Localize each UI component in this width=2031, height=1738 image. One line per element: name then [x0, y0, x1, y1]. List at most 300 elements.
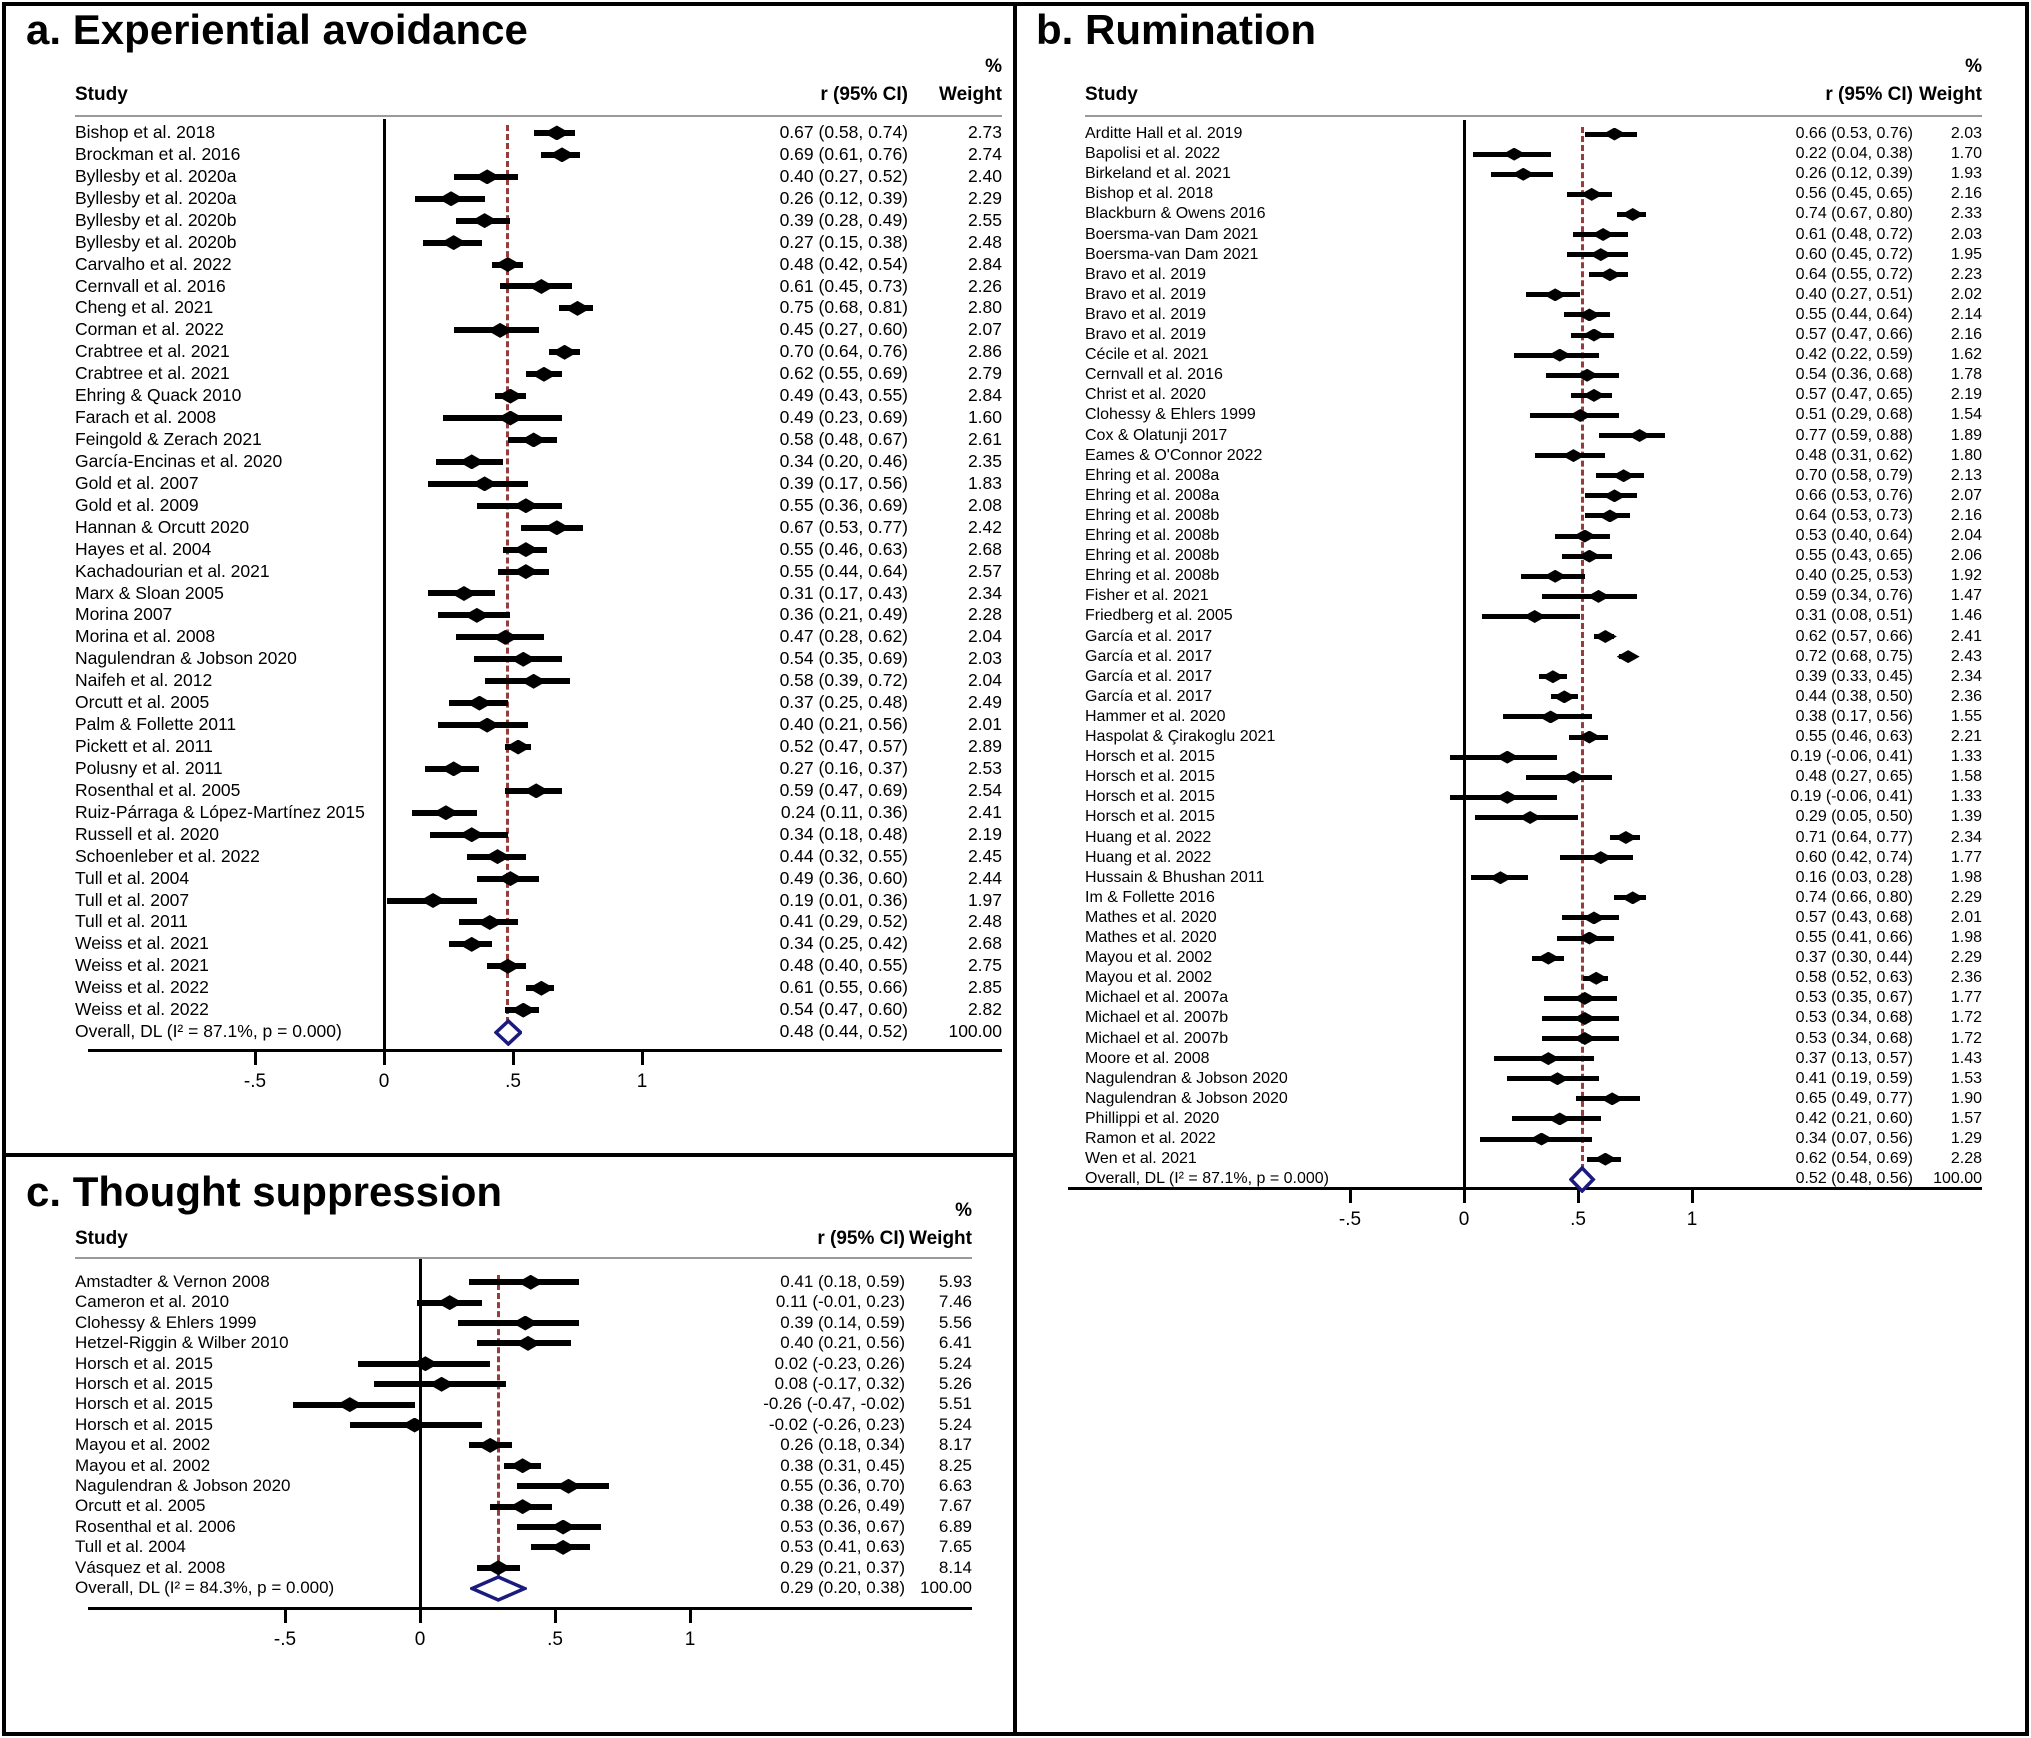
weight-value: 2.28 [967, 604, 1002, 625]
study-label: Hussain & Bhushan 2011 [1085, 868, 1265, 886]
effect-marker [1594, 630, 1617, 643]
study-label: Feingold & Zerach 2021 [75, 429, 262, 450]
panel-a-title: a. Experiential avoidance [26, 6, 528, 53]
effect-marker [472, 213, 498, 228]
study-label: Bravo et al. 2019 [1085, 285, 1206, 303]
effect-marker [556, 1479, 582, 1494]
effect-marker [497, 411, 523, 426]
r-ci-value: 0.55 (0.43, 0.65) [1795, 547, 1913, 565]
study-label: Vásquez et al. 2008 [75, 1557, 226, 1577]
overall-label: Overall, DL (I² = 87.1%, p = 0.000) [75, 1021, 342, 1042]
r-ci-value: 0.75 (0.68, 0.81) [779, 297, 908, 318]
effect-marker [492, 630, 518, 645]
weight-value: 1.43 [1950, 1049, 1982, 1067]
r-ci-value: 0.55 (0.44, 0.64) [1795, 305, 1913, 323]
effect-marker [1496, 791, 1519, 804]
effect-marker [1592, 228, 1615, 241]
study-label: Bishop et al. 2018 [1085, 185, 1214, 203]
weight-value: 2.16 [1950, 506, 1982, 524]
effect-marker [512, 1316, 538, 1331]
effect-marker [549, 147, 575, 162]
study-label: Russell et al. 2020 [75, 823, 219, 844]
study-label: Corman et al. 2022 [75, 319, 224, 340]
axis-tick [554, 1610, 557, 1623]
r-ci-value: 0.40 (0.27, 0.52) [779, 165, 908, 186]
r-ci-value: 0.44 (0.32, 0.55) [779, 845, 908, 866]
effect-marker [1519, 811, 1542, 824]
study-label: Phillippi et al. 2020 [1085, 1109, 1220, 1127]
r-ci-value: 0.02 (-0.23, 0.26) [774, 1353, 905, 1373]
study-label: Hayes et al. 2004 [75, 538, 212, 559]
panel-c-title: c. Thought suppression [26, 1168, 503, 1215]
panel-c-r-ci-header: r (95% CI) [817, 1228, 905, 1249]
study-label: Cernvall et al. 2016 [75, 275, 226, 296]
axis-tick [641, 1052, 644, 1065]
panel-a-weight-header: Weight [939, 84, 1002, 105]
study-label: Mayou et al. 2002 [1085, 949, 1213, 967]
study-label: Blackburn & Owens 2016 [1085, 205, 1266, 223]
weight-value: 2.29 [967, 187, 1002, 208]
weight-value: 2.26 [967, 275, 1002, 296]
weight-value: 2.61 [967, 429, 1002, 450]
effect-marker [1582, 389, 1605, 402]
weight-value: 2.42 [967, 516, 1002, 537]
effect-marker [1582, 911, 1605, 924]
weight-value: 2.86 [967, 341, 1002, 362]
r-ci-value: 0.55 (0.41, 0.66) [1795, 929, 1913, 946]
effect-marker [474, 169, 500, 184]
study-label: Huang et al. 2022 [1085, 848, 1212, 866]
study-label: Orcutt et al. 2005 [75, 692, 210, 713]
study-label: Hannan & Orcutt 2020 [75, 516, 250, 537]
axis-tick-label: -.5 [1338, 1209, 1362, 1230]
study-label: Palm & Follette 2011 [75, 714, 237, 735]
weight-value: 8.17 [938, 1435, 972, 1455]
axis-tick-label: .5 [1570, 1209, 1586, 1230]
study-label: Byllesby et al. 2020a [75, 165, 237, 186]
effect-marker [420, 893, 446, 908]
panel-b-header-rule [1085, 115, 1982, 117]
zero-line [383, 119, 386, 1049]
effect-marker [1585, 972, 1608, 985]
r-ci-value: 0.51 (0.29, 0.68) [1795, 406, 1913, 424]
axis-tick-label: 1 [684, 1629, 696, 1650]
study-label: Crabtree et al. 2021 [75, 363, 230, 384]
r-ci-value: 0.29 (0.05, 0.50) [1795, 808, 1913, 826]
study-label: Wen et al. 2021 [1085, 1150, 1197, 1168]
study-label: Michael et al. 2007b [1085, 1029, 1229, 1047]
r-ci-value: 0.42 (0.22, 0.59) [1795, 346, 1913, 364]
effect-marker [1496, 751, 1519, 764]
r-ci-value: 0.41 (0.19, 0.59) [1795, 1069, 1913, 1087]
r-ci-value: 0.53 (0.34, 0.68) [1795, 1009, 1913, 1027]
r-ci-value: 0.34 (0.20, 0.46) [779, 450, 908, 471]
study-label: Horsch et al. 2015 [1085, 808, 1215, 826]
r-ci-value: 0.45 (0.27, 0.60) [779, 319, 908, 340]
weight-value: 2.54 [967, 779, 1002, 800]
study-label: Horsch et al. 2015 [1085, 788, 1215, 806]
r-ci-value: 0.26 (0.18, 0.34) [780, 1435, 905, 1455]
weight-value: 1.78 [1950, 366, 1982, 384]
effect-marker [1589, 248, 1612, 261]
weight-value: 1.58 [1950, 768, 1982, 786]
study-label: Ehring et al. 2008b [1085, 506, 1220, 524]
effect-marker [1587, 590, 1610, 603]
study-label: Weiss et al. 2022 [75, 999, 209, 1020]
effect-marker [1537, 952, 1560, 965]
r-ci-value: 0.57 (0.43, 0.68) [1795, 908, 1913, 926]
r-ci-value: 0.16 (0.03, 0.28) [1795, 868, 1913, 886]
study-label: Farach et al. 2008 [75, 407, 217, 428]
zero-line [1463, 120, 1466, 1187]
study-label: Hammer et al. 2020 [1085, 707, 1226, 725]
r-ci-value: 0.24 (0.11, 0.36) [780, 801, 908, 822]
effect-marker [513, 498, 539, 513]
weight-value: 2.01 [967, 714, 1002, 735]
study-label: Polusny et al. 2011 [75, 757, 223, 778]
study-label: García et al. 2017 [1085, 647, 1213, 665]
study-label: Mayou et al. 2002 [1085, 969, 1213, 987]
study-label: Mathes et al. 2020 [1085, 908, 1217, 926]
weight-value: 2.04 [967, 626, 1002, 647]
study-label: Michael et al. 2007b [1085, 1009, 1229, 1027]
r-ci-value: 0.55 (0.36, 0.69) [779, 494, 908, 515]
weight-value: 2.75 [967, 955, 1002, 976]
weight-value: 2.06 [1950, 547, 1982, 565]
weight-value: 1.46 [1950, 607, 1982, 625]
r-ci-value: 0.56 (0.45, 0.65) [1795, 185, 1913, 203]
panel-b-title: b. Rumination [1036, 6, 1316, 53]
overall-label: Overall, DL (I² = 84.3%, p = 0.000) [75, 1578, 335, 1597]
axis-tick-label: 0 [414, 1629, 426, 1650]
effect-marker [474, 718, 500, 733]
overall-diamond [470, 1575, 527, 1602]
r-ci-value: 0.58 (0.39, 0.72) [779, 670, 908, 691]
study-label: Bapolisi et al. 2022 [1085, 145, 1221, 163]
axis-tick [383, 1052, 386, 1065]
effect-marker [337, 1397, 363, 1412]
r-ci-value: 0.26 (0.12, 0.39) [779, 187, 908, 208]
study-label: Nagulendran & Jobson 2020 [75, 648, 297, 669]
weight-value: 2.29 [1950, 888, 1982, 906]
weight-value: 2.53 [967, 757, 1002, 778]
weight-value: 1.62 [1950, 346, 1982, 364]
study-label: Rosenthal et al. 2005 [75, 779, 241, 800]
r-ci-value: 0.41 (0.29, 0.52) [779, 911, 908, 932]
effect-marker [513, 564, 539, 579]
study-label: Orcutt et al. 2005 [75, 1496, 206, 1516]
study-label: Horsch et al. 2015 [75, 1353, 213, 1373]
r-ci-value: 0.31 (0.17, 0.43) [779, 582, 908, 603]
weight-value: 2.48 [967, 911, 1002, 932]
weight-value: 1.72 [1950, 1029, 1982, 1047]
study-label: Weiss et al. 2022 [75, 977, 209, 998]
weight-value: 2.08 [967, 494, 1002, 515]
r-ci-value: 0.34 (0.25, 0.42) [779, 933, 908, 954]
weight-value: 2.85 [967, 977, 1002, 998]
weight-value: 1.60 [967, 407, 1002, 428]
weight-value: 2.21 [1950, 728, 1982, 745]
weight-value: 1.97 [967, 889, 1002, 910]
effect-marker [1598, 509, 1621, 522]
weight-value: 2.84 [967, 385, 1002, 406]
weight-value: 6.41 [938, 1333, 972, 1353]
weight-value: 2.36 [1950, 969, 1982, 987]
r-ci-value: 0.44 (0.38, 0.50) [1795, 687, 1913, 705]
study-label: Cameron et al. 2010 [75, 1292, 230, 1312]
r-ci-value: 0.29 (0.21, 0.37) [780, 1557, 905, 1577]
weight-value: 1.33 [1950, 748, 1982, 766]
effect-marker [1582, 329, 1605, 342]
r-ci-value: 0.41 (0.18, 0.59) [780, 1272, 905, 1291]
study-label: Mayou et al. 2002 [75, 1455, 211, 1475]
effect-marker [1544, 288, 1567, 301]
study-label: Nagulendran & Jobson 2020 [1085, 1089, 1288, 1107]
r-ci-value: 0.42 (0.21, 0.60) [1795, 1109, 1913, 1127]
r-ci-value: 0.71 (0.64, 0.77) [1795, 828, 1913, 846]
overall-label: Overall, DL (I² = 87.1%, p = 0.000) [1085, 1170, 1329, 1188]
r-ci-value: 0.26 (0.12, 0.39) [1795, 165, 1913, 183]
effect-marker [495, 257, 521, 272]
weight-value: 5.26 [938, 1374, 972, 1393]
study-label: Horsch et al. 2015 [1085, 748, 1215, 766]
weight-value: 2.73 [967, 122, 1002, 142]
r-ci-value: 0.62 (0.57, 0.66) [1795, 627, 1913, 645]
effect-marker [510, 652, 536, 667]
weight-value: 1.53 [1950, 1069, 1982, 1087]
weight-value: 100.00 [920, 1578, 972, 1597]
panel-c-weight-header: Weight [909, 1228, 972, 1249]
effect-marker [472, 476, 498, 491]
effect-marker [510, 1458, 536, 1473]
r-ci-value: 0.40 (0.27, 0.51) [1795, 285, 1913, 303]
panel-b-r-ci-header: r (95% CI) [1825, 84, 1913, 105]
study-label: Ehring et al. 2008a [1085, 466, 1220, 484]
weight-value: 2.57 [967, 560, 1002, 581]
r-ci-value: 0.77 (0.59, 0.88) [1795, 426, 1913, 444]
weight-value: 2.80 [967, 297, 1002, 318]
study-label: Morina 2007 [75, 604, 173, 625]
r-ci-value: 0.31 (0.08, 0.51) [1795, 607, 1913, 625]
r-ci-value: 0.27 (0.15, 0.38) [779, 231, 908, 252]
effect-marker [1598, 268, 1621, 281]
weight-value: 1.83 [967, 472, 1002, 493]
study-label: Ramon et al. 2022 [1085, 1130, 1216, 1147]
axis-tick [254, 1052, 257, 1065]
r-ci-value: 0.40 (0.21, 0.56) [779, 714, 908, 735]
effect-marker [1546, 1072, 1569, 1085]
study-label: Carvalho et al. 2022 [75, 253, 232, 274]
weight-value: 5.24 [938, 1353, 972, 1373]
effect-marker [531, 367, 557, 382]
weight-value: 1.77 [1950, 848, 1982, 866]
study-label: Crabtree et al. 2021 [75, 341, 230, 362]
weight-value: 2.03 [1950, 125, 1982, 142]
r-ci-value: 0.34 (0.07, 0.56) [1795, 1130, 1913, 1147]
weight-value: 1.80 [1950, 446, 1982, 464]
weight-value: 2.23 [1950, 265, 1982, 283]
axis-tick [284, 1610, 287, 1623]
effect-marker [1548, 1112, 1571, 1125]
weight-value: 1.95 [1950, 245, 1982, 263]
study-label: Amstadter & Vernon 2008 [75, 1272, 270, 1291]
weight-value: 2.16 [1950, 185, 1982, 203]
panel-c-percent-header: % [955, 1200, 972, 1221]
effect-marker [1589, 851, 1612, 864]
r-ci-value: 0.53 (0.41, 0.63) [780, 1537, 905, 1557]
weight-value: 7.65 [938, 1537, 972, 1557]
r-ci-value: 0.22 (0.04, 0.38) [1795, 145, 1913, 163]
r-ci-value: 0.59 (0.34, 0.76) [1795, 587, 1913, 605]
weight-value: 1.98 [1950, 868, 1982, 886]
r-ci-value: 0.08 (-0.17, 0.32) [774, 1374, 905, 1393]
weight-value: 1.92 [1950, 567, 1982, 585]
weight-value: 1.70 [1950, 145, 1982, 163]
weight-value: 2.02 [1950, 285, 1982, 303]
r-ci-value: 0.62 (0.54, 0.69) [1795, 1150, 1913, 1168]
weight-value: 2.35 [967, 450, 1002, 471]
study-label: Haspolat & Çirakoglu 2021 [1085, 728, 1276, 745]
weight-value: 5.24 [938, 1414, 972, 1434]
study-label: Ehring et al. 2008b [1085, 567, 1220, 585]
weight-value: 2.07 [1950, 486, 1982, 504]
axis-tick [689, 1610, 692, 1623]
weight-value: 8.25 [938, 1455, 972, 1475]
r-ci-value: 0.67 (0.53, 0.77) [779, 516, 908, 537]
effect-marker [433, 805, 459, 820]
effect-marker [518, 1275, 544, 1290]
effect-marker [1601, 1092, 1624, 1105]
weight-value: 8.14 [938, 1557, 972, 1577]
study-label: Ehring et al. 2008b [1085, 527, 1220, 544]
r-ci-value: 0.70 (0.58, 0.79) [1795, 466, 1913, 484]
r-ci-value: 0.55 (0.44, 0.64) [779, 560, 908, 581]
study-label: Mayou et al. 2002 [75, 1435, 211, 1455]
r-ci-value: 0.38 (0.26, 0.49) [780, 1496, 905, 1516]
r-ci-value: 0.66 (0.53, 0.76) [1795, 125, 1913, 142]
r-ci-value: 0.74 (0.66, 0.80) [1795, 888, 1913, 906]
r-ci-value: 0.39 (0.14, 0.59) [780, 1312, 905, 1332]
study-label: Cernvall et al. 2016 [1085, 366, 1223, 384]
r-ci-value: 0.70 (0.64, 0.76) [779, 341, 908, 362]
r-ci-value: 0.72 (0.68, 0.75) [1795, 647, 1913, 665]
study-label: Ehring et al. 2008a [1085, 486, 1220, 504]
weight-value: 2.45 [967, 845, 1002, 866]
r-ci-value: 0.61 (0.48, 0.72) [1795, 225, 1913, 243]
effect-marker [495, 959, 521, 974]
weight-value: 5.51 [938, 1394, 972, 1414]
study-label: Ruiz-Párraga & López-Martínez 2015 [75, 801, 365, 822]
r-ci-value: 0.57 (0.47, 0.65) [1795, 386, 1913, 404]
study-label: Byllesby et al. 2020b [75, 231, 237, 252]
effect-marker [466, 696, 492, 711]
panel-b-weight-header: Weight [1919, 84, 1982, 105]
weight-value: 1.33 [1950, 788, 1982, 806]
r-ci-value: 0.29 (0.20, 0.38) [780, 1578, 905, 1597]
effect-marker [441, 235, 467, 250]
study-label: Gold et al. 2007 [75, 472, 199, 493]
axis-tick [512, 1052, 515, 1065]
study-label: Moore et al. 2008 [1085, 1049, 1210, 1067]
weight-value: 1.29 [1950, 1130, 1982, 1147]
study-label: Friedberg et al. 2005 [1085, 607, 1233, 625]
r-ci-value: 0.69 (0.61, 0.76) [779, 143, 908, 164]
weight-value: 2.34 [1950, 828, 1982, 846]
weight-value: 1.54 [1950, 406, 1982, 424]
r-ci-value: 0.58 (0.52, 0.63) [1795, 969, 1913, 987]
effect-marker [1573, 1012, 1596, 1025]
axis-tick-label: -.5 [273, 1629, 297, 1650]
r-ci-value: 0.53 (0.34, 0.68) [1795, 1029, 1913, 1047]
effect-marker [464, 608, 490, 623]
weight-value: 2.68 [967, 538, 1002, 559]
effect-marker [1573, 992, 1596, 1005]
r-ci-value: 0.37 (0.25, 0.48) [779, 692, 908, 713]
r-ci-value: 0.48 (0.31, 0.62) [1795, 446, 1913, 464]
r-ci-value: 0.65 (0.49, 0.77) [1795, 1089, 1913, 1107]
r-ci-value: 0.60 (0.42, 0.74) [1795, 848, 1913, 866]
weight-value: 2.79 [967, 363, 1002, 384]
effect-marker [459, 937, 485, 952]
weight-value: 1.77 [1950, 989, 1982, 1007]
study-label: Horsch et al. 2015 [75, 1374, 213, 1393]
r-ci-value: 0.52 (0.48, 0.56) [1795, 1170, 1913, 1188]
effect-marker [521, 432, 547, 447]
study-label: García et al. 2017 [1085, 627, 1213, 645]
r-ci-value: 0.53 (0.36, 0.67) [780, 1516, 905, 1536]
study-label: Naifeh et al. 2012 [75, 670, 213, 691]
weight-value: 100.00 [948, 1021, 1002, 1042]
r-ci-value: 0.49 (0.36, 0.60) [779, 867, 908, 888]
effect-marker [438, 191, 464, 206]
study-label: Hetzel-Riggin & Wilber 2010 [75, 1333, 289, 1353]
weight-value: 1.93 [1950, 165, 1982, 183]
effect-marker [1523, 610, 1546, 623]
weight-value: 2.41 [1950, 627, 1982, 645]
weight-value: 1.90 [1950, 1089, 1982, 1107]
study-label: Horsch et al. 2015 [75, 1414, 213, 1434]
effect-marker [429, 1377, 455, 1392]
weight-value: 2.41 [967, 801, 1002, 822]
study-label: Clohessy & Ehlers 1999 [1085, 406, 1256, 424]
weight-value: 2.34 [1950, 667, 1982, 685]
effect-marker [1544, 570, 1567, 583]
study-label: Gold et al. 2009 [75, 494, 199, 515]
study-label: Bravo et al. 2019 [1085, 326, 1206, 343]
r-ci-value: 0.48 (0.44, 0.52) [779, 1021, 908, 1042]
effect-marker [1530, 1133, 1553, 1146]
r-ci-value: 0.54 (0.35, 0.69) [779, 648, 908, 669]
axis-tick-label: .5 [505, 1071, 521, 1092]
panel-a-header-rule [75, 115, 1002, 117]
r-ci-value: 0.53 (0.40, 0.64) [1795, 527, 1913, 544]
r-ci-value: 0.60 (0.45, 0.72) [1795, 245, 1913, 263]
effect-marker [1541, 670, 1564, 683]
panel-c-study-header: Study [75, 1228, 128, 1249]
r-ci-value: 0.59 (0.47, 0.69) [779, 779, 908, 800]
weight-value: 2.03 [1950, 225, 1982, 243]
r-ci-value: 0.11 (-0.01, 0.23) [775, 1292, 905, 1312]
effect-marker [451, 586, 477, 601]
r-ci-value: 0.19 (0.01, 0.36) [779, 889, 908, 910]
r-ci-value: 0.55 (0.46, 0.63) [779, 538, 908, 559]
study-label: Eames & O'Connor 2022 [1085, 446, 1263, 464]
weight-value: 2.04 [967, 670, 1002, 691]
effect-marker [552, 345, 578, 360]
r-ci-value: 0.36 (0.21, 0.49) [779, 604, 908, 625]
study-label: Cheng et al. 2021 [75, 297, 214, 318]
weight-value: 1.39 [1950, 808, 1982, 826]
